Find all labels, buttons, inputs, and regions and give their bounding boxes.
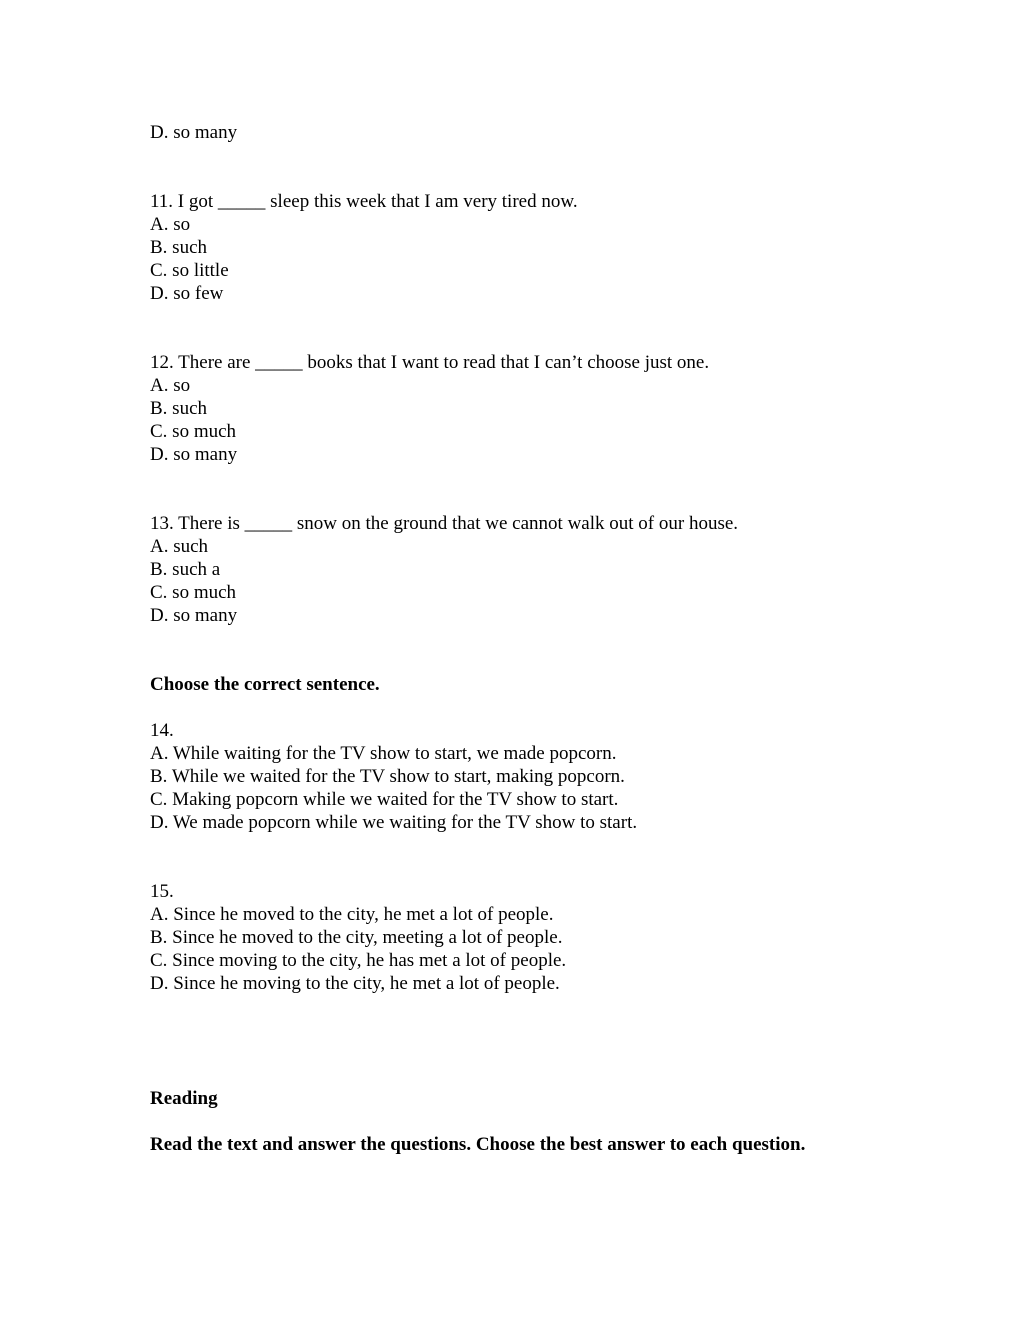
question-13-option-a: A. such xyxy=(150,536,209,557)
prev-question-option-d: D. so many xyxy=(150,122,238,143)
question-15-option-c: C. Since moving to the city, he has met a lot of people. xyxy=(150,950,567,971)
question-11-option-d: D. so few xyxy=(150,283,224,304)
question-15-option-d: D. Since he moving to the city, he met a lot of people. xyxy=(150,973,560,994)
question-11-option-c: C. so little xyxy=(150,260,229,281)
section-heading-correct-sentence: Choose the correct sentence. xyxy=(150,674,380,695)
question-11-stem: 11. I got _____ sleep this week that I am very tired now. xyxy=(150,191,578,212)
question-13-option-b: B. such a xyxy=(150,559,221,580)
question-11-option-b: B. such xyxy=(150,237,207,258)
question-13-option-c: C. so much xyxy=(150,582,237,603)
question-13-stem: 13. There is _____ snow on the ground that we cannot walk out of our house. xyxy=(150,513,739,534)
question-11-option-a: A. so xyxy=(150,214,191,235)
question-14-option-c: C. Making popcorn while we waited for the TV show to start. xyxy=(150,789,619,810)
question-12-option-a: A. so xyxy=(150,375,191,396)
question-14-number: 14. xyxy=(150,720,174,741)
question-12-stem: 12. There are _____ books that I want to read that I can’t choose just one. xyxy=(150,352,710,373)
reading-instruction: Read the text and answer the questions. Choose the best answer to each question. xyxy=(150,1134,806,1155)
question-14-option-a: A. While waiting for the TV show to start, we made popcorn. xyxy=(150,743,617,764)
question-15-option-a: A. Since he moved to the city, he met a lot of people. xyxy=(150,904,554,925)
question-12-option-b: B. such xyxy=(150,398,207,419)
question-12-option-c: C. so much xyxy=(150,421,237,442)
question-15-number: 15. xyxy=(150,881,174,902)
question-14-option-d: D. We made popcorn while we waiting for the TV show to start. xyxy=(150,812,638,833)
question-12-option-d: D. so many xyxy=(150,444,238,465)
question-14-option-b: B. While we waited for the TV show to start, making popcorn. xyxy=(150,766,625,787)
question-13-option-d: D. so many xyxy=(150,605,238,626)
section-heading-reading: Reading xyxy=(150,1088,218,1109)
question-15-option-b: B. Since he moved to the city, meeting a lot of people. xyxy=(150,927,563,948)
